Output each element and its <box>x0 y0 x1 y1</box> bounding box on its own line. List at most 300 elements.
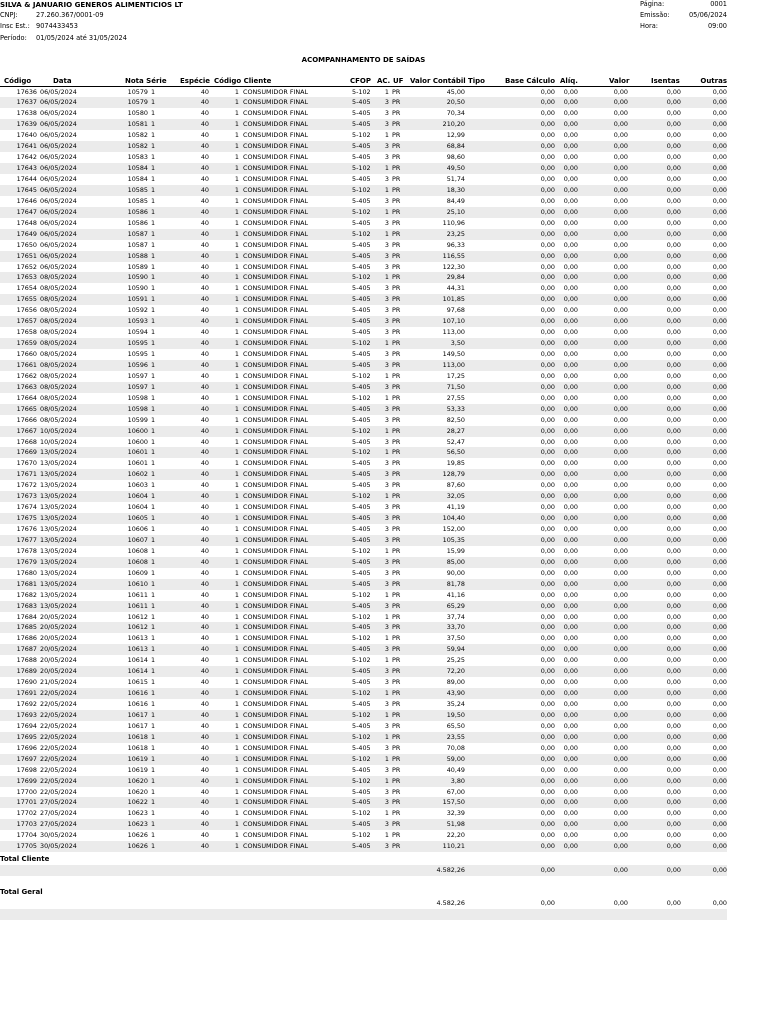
row-especie: 40 <box>200 689 209 698</box>
row-valor: 0,00 <box>613 393 628 402</box>
table-row <box>0 699 727 710</box>
row-data: 06/05/2024 <box>40 87 77 96</box>
row-aliquota: 0,00 <box>563 700 578 708</box>
row-cfop: 5-405 <box>352 175 371 183</box>
row-nota: 10618 <box>127 732 148 741</box>
row-ac: 3 <box>384 262 389 271</box>
row-nota: 10607 <box>127 535 148 544</box>
row-valor-contabil: 40,49 <box>446 765 465 774</box>
row-codigo-cliente: 1 <box>234 448 239 457</box>
row-isentas: 0,00 <box>666 481 681 490</box>
row-especie: 40 <box>200 175 209 183</box>
row-base-calculo: 0,00 <box>540 350 555 358</box>
row-data: 13/05/2024 <box>40 492 77 501</box>
row-codigo: 17636 <box>16 87 37 96</box>
row-isentas: 0,00 <box>666 185 681 194</box>
row-serie: 1 <box>151 295 156 304</box>
row-outras: 0,00 <box>712 448 727 457</box>
row-cfop: 5-405 <box>352 645 371 654</box>
row-especie: 40 <box>200 185 209 194</box>
row-codigo-cliente: 1 <box>234 481 239 490</box>
row-nome-cliente: CONSUMIDOR FINAL <box>243 514 309 523</box>
row-outras: 0,00 <box>712 590 727 599</box>
row-nome-cliente: CONSUMIDOR FINAL <box>243 787 309 796</box>
row-data: 13/05/2024 <box>40 601 77 610</box>
row-base-calculo: 0,00 <box>540 317 555 326</box>
column-header-isentas: Isentas <box>651 76 680 85</box>
row-especie: 40 <box>200 120 209 129</box>
row-valor: 0,00 <box>613 251 628 260</box>
row-especie: 40 <box>200 164 209 173</box>
row-especie: 40 <box>200 109 209 118</box>
row-valor-contabil: 101,85 <box>442 295 465 304</box>
row-isentas: 0,00 <box>666 721 681 730</box>
row-ac: 3 <box>384 109 389 118</box>
row-uf: PR <box>392 185 401 194</box>
row-outras: 0,00 <box>712 218 727 227</box>
row-ac: 1 <box>384 393 389 402</box>
row-ac: 1 <box>384 656 389 665</box>
row-data: 06/05/2024 <box>40 185 77 194</box>
row-outras: 0,00 <box>712 645 727 654</box>
row-codigo-cliente: 1 <box>234 743 239 752</box>
table-row <box>0 776 727 787</box>
row-especie: 40 <box>200 382 209 391</box>
row-ac: 1 <box>384 492 389 501</box>
row-serie: 1 <box>151 229 156 238</box>
row-base-calculo: 0,00 <box>540 743 555 752</box>
row-especie: 40 <box>200 350 209 358</box>
table-row <box>0 622 727 633</box>
row-outras: 0,00 <box>712 700 727 708</box>
row-codigo-cliente: 1 <box>234 546 239 555</box>
row-valor: 0,00 <box>613 262 628 271</box>
row-codigo: 17646 <box>16 196 37 205</box>
row-especie: 40 <box>200 754 209 763</box>
row-codigo: 17651 <box>16 251 37 260</box>
row-codigo: 17693 <box>16 710 37 719</box>
row-nome-cliente: CONSUMIDOR FINAL <box>243 218 309 227</box>
row-serie: 1 <box>151 218 156 227</box>
row-valor: 0,00 <box>613 579 628 588</box>
row-serie: 1 <box>151 120 156 129</box>
row-codigo-cliente: 1 <box>234 765 239 774</box>
row-valor: 0,00 <box>613 678 628 687</box>
row-nota: 10595 <box>127 350 148 358</box>
row-nota: 10608 <box>127 546 148 555</box>
row-valor: 0,00 <box>613 87 628 96</box>
row-cfop: 5-405 <box>352 842 371 851</box>
row-nota: 10601 <box>127 459 148 468</box>
row-especie: 40 <box>200 787 209 796</box>
row-serie: 1 <box>151 207 156 216</box>
row-serie: 1 <box>151 634 156 643</box>
row-especie: 40 <box>200 546 209 555</box>
row-especie: 40 <box>200 196 209 205</box>
row-nome-cliente: CONSUMIDOR FINAL <box>243 393 309 402</box>
table-row <box>0 327 727 338</box>
table-row <box>0 819 727 830</box>
row-especie: 40 <box>200 721 209 730</box>
row-codigo: 17657 <box>16 317 37 326</box>
row-codigo: 17647 <box>16 207 37 216</box>
row-nota: 10586 <box>127 218 148 227</box>
row-valor-contabil: 20,50 <box>446 98 465 107</box>
row-nome-cliente: CONSUMIDOR FINAL <box>243 437 309 446</box>
row-nome-cliente: CONSUMIDOR FINAL <box>243 131 309 140</box>
row-codigo-cliente: 1 <box>234 612 239 621</box>
row-serie: 1 <box>151 568 156 577</box>
row-valor-contabil: 37,74 <box>446 612 465 621</box>
row-base-calculo: 0,00 <box>540 514 555 523</box>
row-outras: 0,00 <box>712 328 727 337</box>
row-aliquota: 0,00 <box>563 809 578 818</box>
row-outras: 0,00 <box>712 776 727 785</box>
column-header-valor-contabil: Valor Contábil <box>410 76 466 85</box>
row-especie: 40 <box>200 678 209 687</box>
row-valor: 0,00 <box>613 273 628 282</box>
row-especie: 40 <box>200 284 209 293</box>
row-ac: 3 <box>384 295 389 304</box>
row-codigo-cliente: 1 <box>234 514 239 523</box>
row-codigo-cliente: 1 <box>234 415 239 424</box>
row-valor: 0,00 <box>613 503 628 512</box>
row-data: 06/05/2024 <box>40 262 77 271</box>
row-nome-cliente: CONSUMIDOR FINAL <box>243 109 309 118</box>
row-aliquota: 0,00 <box>563 328 578 337</box>
row-codigo-cliente: 1 <box>234 798 239 807</box>
row-ac: 3 <box>384 481 389 490</box>
row-nome-cliente: CONSUMIDOR FINAL <box>243 721 309 730</box>
row-especie: 40 <box>200 470 209 479</box>
row-serie: 1 <box>151 514 156 523</box>
row-nota: 10617 <box>127 721 148 730</box>
row-nota: 10604 <box>127 492 148 501</box>
row-nota: 10619 <box>127 765 148 774</box>
column-header-nota-serie: Nota Série <box>125 76 167 85</box>
row-valor: 0,00 <box>613 295 628 304</box>
row-isentas: 0,00 <box>666 437 681 446</box>
row-uf: PR <box>392 787 401 796</box>
row-codigo: 17666 <box>16 415 37 424</box>
row-outras: 0,00 <box>712 754 727 763</box>
row-codigo: 17667 <box>16 426 37 435</box>
row-especie: 40 <box>200 393 209 402</box>
row-codigo-cliente: 1 <box>234 404 239 413</box>
row-valor: 0,00 <box>613 765 628 774</box>
row-ac: 3 <box>384 623 389 632</box>
row-nota: 10595 <box>127 339 148 348</box>
row-nota: 10587 <box>127 229 148 238</box>
total-geral-isentas: 0,00 <box>666 898 681 907</box>
row-ac: 1 <box>384 131 389 140</box>
row-aliquota: 0,00 <box>563 656 578 665</box>
row-data: 06/05/2024 <box>40 142 77 151</box>
row-serie: 1 <box>151 317 156 326</box>
row-aliquota: 0,00 <box>563 568 578 577</box>
row-especie: 40 <box>200 732 209 741</box>
row-valor: 0,00 <box>613 700 628 708</box>
row-valor: 0,00 <box>613 120 628 129</box>
row-nota: 10593 <box>127 317 148 326</box>
row-isentas: 0,00 <box>666 284 681 293</box>
row-uf: PR <box>392 164 401 173</box>
row-base-calculo: 0,00 <box>540 656 555 665</box>
row-nome-cliente: CONSUMIDOR FINAL <box>243 481 309 490</box>
column-header-tipo: Tipo <box>468 76 485 85</box>
row-aliquota: 0,00 <box>563 787 578 796</box>
row-valor-contabil: 104,40 <box>442 514 465 523</box>
row-isentas: 0,00 <box>666 175 681 183</box>
row-aliquota: 0,00 <box>563 185 578 194</box>
row-aliquota: 0,00 <box>563 120 578 129</box>
row-valor-contabil: 29,84 <box>446 273 465 282</box>
row-serie: 1 <box>151 831 156 840</box>
row-valor-contabil: 89,00 <box>446 678 465 687</box>
row-especie: 40 <box>200 612 209 621</box>
row-aliquota: 0,00 <box>563 503 578 512</box>
row-data: 08/05/2024 <box>40 306 77 315</box>
row-valor: 0,00 <box>613 459 628 468</box>
row-uf: PR <box>392 590 401 599</box>
table-row <box>0 557 727 568</box>
row-especie: 40 <box>200 339 209 348</box>
row-isentas: 0,00 <box>666 842 681 851</box>
row-ac: 3 <box>384 820 389 829</box>
row-nome-cliente: CONSUMIDOR FINAL <box>243 306 309 315</box>
row-aliquota: 0,00 <box>563 678 578 687</box>
row-aliquota: 0,00 <box>563 360 578 369</box>
row-codigo: 17694 <box>16 721 37 730</box>
row-nota: 10609 <box>127 568 148 577</box>
row-valor-contabil: 45,00 <box>446 87 465 96</box>
row-codigo: 17683 <box>16 601 37 610</box>
row-uf: PR <box>392 120 401 129</box>
row-aliquota: 0,00 <box>563 371 578 380</box>
row-valor-contabil: 65,29 <box>446 601 465 610</box>
table-row <box>0 677 727 688</box>
row-especie: 40 <box>200 262 209 271</box>
row-data: 30/05/2024 <box>40 831 77 840</box>
row-cfop: 5-102 <box>352 710 371 719</box>
row-aliquota: 0,00 <box>563 218 578 227</box>
row-codigo-cliente: 1 <box>234 273 239 282</box>
row-aliquota: 0,00 <box>563 284 578 293</box>
row-nome-cliente: CONSUMIDOR FINAL <box>243 842 309 851</box>
row-aliquota: 0,00 <box>563 623 578 632</box>
row-base-calculo: 0,00 <box>540 164 555 173</box>
row-serie: 1 <box>151 87 156 96</box>
row-serie: 1 <box>151 131 156 140</box>
row-codigo-cliente: 1 <box>234 131 239 140</box>
row-serie: 1 <box>151 721 156 730</box>
row-especie: 40 <box>200 448 209 457</box>
row-isentas: 0,00 <box>666 350 681 358</box>
row-ac: 3 <box>384 842 389 851</box>
total-geral-valor-contabil: 4.582,26 <box>436 898 465 907</box>
row-uf: PR <box>392 393 401 402</box>
row-valor: 0,00 <box>613 732 628 741</box>
row-base-calculo: 0,00 <box>540 371 555 380</box>
row-nota: 10579 <box>127 98 148 107</box>
total-cliente-base-calculo: 0,00 <box>540 865 555 874</box>
row-cfop: 5-102 <box>352 339 371 348</box>
table-row <box>0 535 727 546</box>
row-aliquota: 0,00 <box>563 196 578 205</box>
row-valor: 0,00 <box>613 371 628 380</box>
row-valor-contabil: 49,50 <box>446 164 465 173</box>
row-valor: 0,00 <box>613 612 628 621</box>
row-codigo: 17661 <box>16 360 37 369</box>
row-base-calculo: 0,00 <box>540 667 555 676</box>
row-nome-cliente: CONSUMIDOR FINAL <box>243 634 309 643</box>
row-nome-cliente: CONSUMIDOR FINAL <box>243 546 309 555</box>
row-data: 22/05/2024 <box>40 743 77 752</box>
row-aliquota: 0,00 <box>563 164 578 173</box>
row-codigo: 17653 <box>16 273 37 282</box>
row-data: 22/05/2024 <box>40 754 77 763</box>
row-serie: 1 <box>151 754 156 763</box>
row-codigo: 17702 <box>16 809 37 818</box>
table-row <box>0 393 727 404</box>
row-ac: 3 <box>384 328 389 337</box>
row-aliquota: 0,00 <box>563 721 578 730</box>
row-codigo-cliente: 1 <box>234 371 239 380</box>
row-codigo-cliente: 1 <box>234 721 239 730</box>
row-especie: 40 <box>200 404 209 413</box>
row-serie: 1 <box>151 503 156 512</box>
row-codigo: 17701 <box>16 798 37 807</box>
row-uf: PR <box>392 634 401 643</box>
row-base-calculo: 0,00 <box>540 710 555 719</box>
row-especie: 40 <box>200 142 209 151</box>
row-serie: 1 <box>151 765 156 774</box>
row-isentas: 0,00 <box>666 295 681 304</box>
row-aliquota: 0,00 <box>563 262 578 271</box>
row-nome-cliente: CONSUMIDOR FINAL <box>243 568 309 577</box>
table-row <box>0 415 727 426</box>
row-nome-cliente: CONSUMIDOR FINAL <box>243 667 309 676</box>
row-nota: 10612 <box>127 612 148 621</box>
row-nota: 10622 <box>127 798 148 807</box>
row-cfop: 5-405 <box>352 579 371 588</box>
row-outras: 0,00 <box>712 360 727 369</box>
row-base-calculo: 0,00 <box>540 765 555 774</box>
row-codigo-cliente: 1 <box>234 262 239 271</box>
row-outras: 0,00 <box>712 207 727 216</box>
row-ac: 1 <box>384 273 389 282</box>
row-codigo: 17679 <box>16 557 37 566</box>
row-base-calculo: 0,00 <box>540 590 555 599</box>
row-base-calculo: 0,00 <box>540 382 555 391</box>
row-nota: 10614 <box>127 656 148 665</box>
row-nota: 10626 <box>127 842 148 851</box>
row-outras: 0,00 <box>712 623 727 632</box>
table-row <box>0 644 727 655</box>
column-header-cfop: CFOP <box>350 76 371 85</box>
row-serie: 1 <box>151 546 156 555</box>
row-especie: 40 <box>200 842 209 851</box>
row-ac: 3 <box>384 470 389 479</box>
row-uf: PR <box>392 470 401 479</box>
row-codigo: 17648 <box>16 218 37 227</box>
row-serie: 1 <box>151 273 156 282</box>
row-serie: 1 <box>151 492 156 501</box>
row-cfop: 5-102 <box>352 612 371 621</box>
row-uf: PR <box>392 306 401 315</box>
row-uf: PR <box>392 196 401 205</box>
row-outras: 0,00 <box>712 809 727 818</box>
table-row <box>0 218 727 229</box>
row-nota: 10620 <box>127 787 148 796</box>
table-row <box>0 732 727 743</box>
row-ac: 3 <box>384 240 389 249</box>
total-geral-label: Total Geral <box>0 887 43 896</box>
row-ac: 3 <box>384 142 389 151</box>
row-valor-contabil: 122,30 <box>442 262 465 271</box>
row-base-calculo: 0,00 <box>540 678 555 687</box>
cnpj-label: CNPJ: <box>0 10 18 19</box>
row-cfop: 5-102 <box>352 776 371 785</box>
row-outras: 0,00 <box>712 667 727 676</box>
row-isentas: 0,00 <box>666 557 681 566</box>
row-cfop: 5-102 <box>352 809 371 818</box>
row-isentas: 0,00 <box>666 98 681 107</box>
table-row <box>0 808 727 819</box>
table-row <box>0 754 727 765</box>
row-outras: 0,00 <box>712 164 727 173</box>
row-valor-contabil: 53,33 <box>446 404 465 413</box>
row-especie: 40 <box>200 229 209 238</box>
row-valor-contabil: 32,05 <box>446 492 465 501</box>
row-cfop: 5-102 <box>352 426 371 435</box>
row-nota: 10598 <box>127 404 148 413</box>
row-especie: 40 <box>200 273 209 282</box>
row-nota: 10579 <box>127 87 148 96</box>
row-serie: 1 <box>151 251 156 260</box>
row-isentas: 0,00 <box>666 371 681 380</box>
row-isentas: 0,00 <box>666 623 681 632</box>
row-uf: PR <box>392 820 401 829</box>
row-codigo-cliente: 1 <box>234 787 239 796</box>
row-serie: 1 <box>151 360 156 369</box>
row-cfop: 5-405 <box>352 328 371 337</box>
row-codigo-cliente: 1 <box>234 350 239 358</box>
row-valor-contabil: 68,84 <box>446 142 465 151</box>
row-codigo: 17641 <box>16 142 37 151</box>
row-ac: 1 <box>384 546 389 555</box>
row-codigo: 17660 <box>16 350 37 358</box>
table-row <box>0 447 727 458</box>
row-uf: PR <box>392 153 401 162</box>
row-outras: 0,00 <box>712 306 727 315</box>
table-row <box>0 404 727 415</box>
row-serie: 1 <box>151 415 156 424</box>
table-row <box>0 196 727 207</box>
row-codigo: 17697 <box>16 754 37 763</box>
row-cfop: 5-405 <box>352 350 371 358</box>
row-ac: 3 <box>384 601 389 610</box>
row-base-calculo: 0,00 <box>540 295 555 304</box>
row-uf: PR <box>392 240 401 249</box>
row-valor-contabil: 98,60 <box>446 153 465 162</box>
row-base-calculo: 0,00 <box>540 481 555 490</box>
row-uf: PR <box>392 284 401 293</box>
row-outras: 0,00 <box>712 317 727 326</box>
row-data: 06/05/2024 <box>40 251 77 260</box>
row-valor: 0,00 <box>613 284 628 293</box>
row-aliquota: 0,00 <box>563 765 578 774</box>
